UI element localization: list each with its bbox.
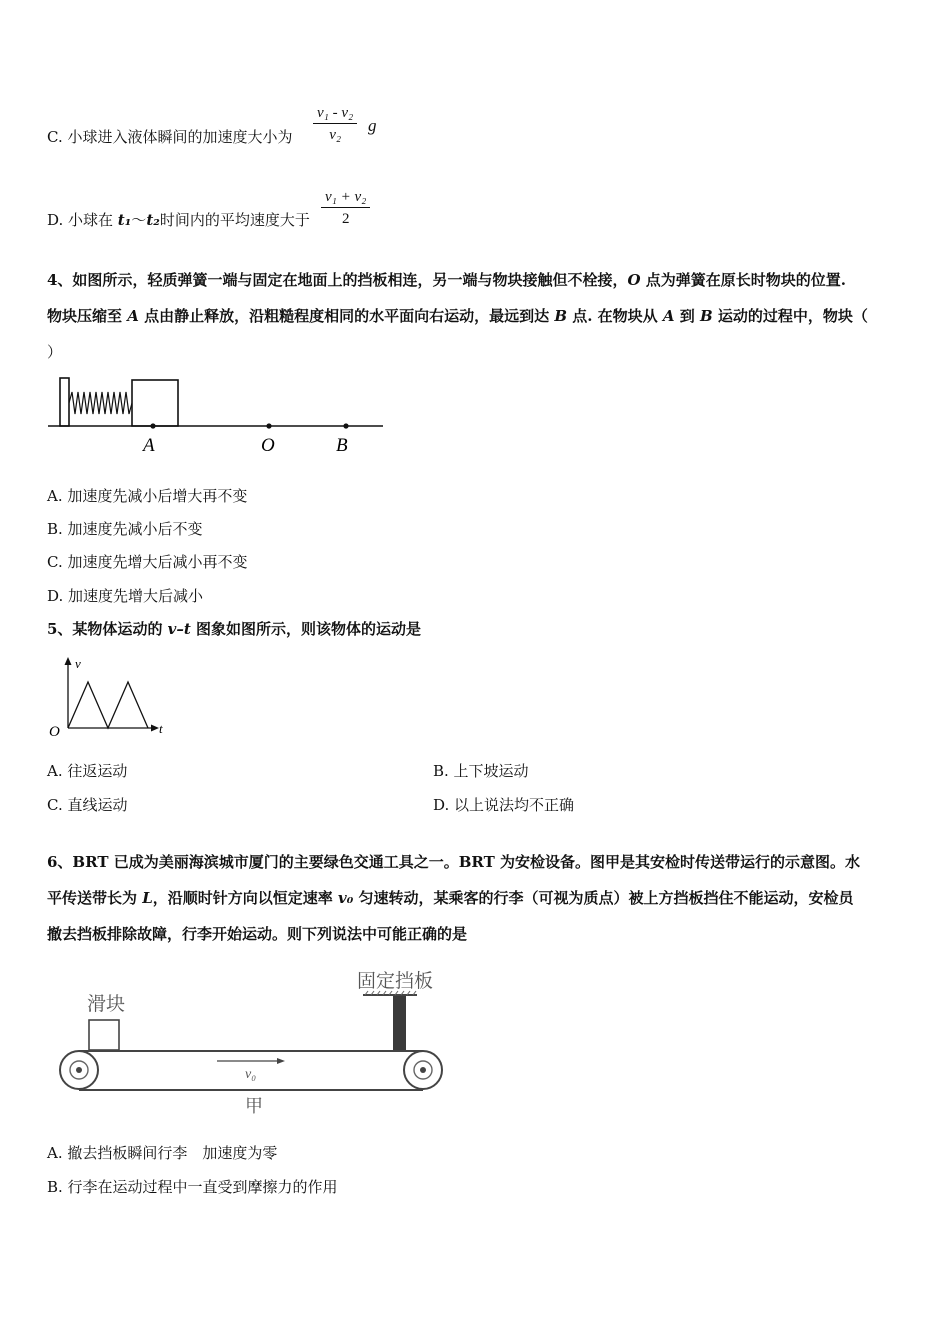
q5-vt-graph: [45, 654, 170, 739]
fixed-baffle-plate: [393, 996, 406, 1050]
q3-option-c-fraction: [313, 103, 357, 146]
q4-option-c[interactable]: C. 加速度先增大后减小再不变: [47, 553, 248, 571]
q5-option-d[interactable]: D. 以上说法均不正确: [433, 796, 575, 814]
point-b: [343, 423, 348, 428]
q4-spring-figure: [45, 372, 390, 460]
q3-option-c-g: g: [368, 116, 377, 135]
q4-option-b[interactable]: B. 加速度先减小后不变: [47, 520, 203, 538]
axis-label-v: v: [75, 656, 81, 671]
block: [132, 380, 178, 426]
point-a: [150, 423, 155, 428]
label-a: A: [143, 435, 155, 456]
figure-caption: 甲: [245, 1096, 263, 1117]
fraction-numerator: v₁ + v₂: [321, 187, 370, 208]
fixed-baffle: [60, 378, 69, 426]
point-o: [266, 423, 271, 428]
q5-option-b[interactable]: B. 上下坡运动: [433, 762, 529, 780]
t-axis-arrow-icon: [151, 725, 159, 732]
axis-label-t: t: [159, 721, 163, 736]
q5-option-c[interactable]: C. 直线运动: [47, 796, 128, 814]
q3-option-d: D. 小球在 t₁～t₂时间内的平均速度大于: [47, 211, 310, 229]
fraction-denominator: v₂: [329, 127, 342, 143]
q6-option-b[interactable]: B. 行李在运动过程中一直受到摩擦力的作用: [47, 1178, 338, 1196]
fraction-numerator: v₁ - v₂: [313, 103, 357, 124]
label-b: B: [336, 435, 348, 456]
q4-stem: 4、如图所示，轻质弹簧一端与固定在地面上的挡板相连，另一端与物块接触但不栓接，O 点为弹簧在原长时物块的位置. 物块压缩至 A 点由静止释放，沿粗糙程度相同的水平面向右运动，最远到达 B 点. 在物块从 A 到 B 运动的过程中，物块（ ）: [47, 271, 868, 361]
q6-conveyor-figure: [55, 962, 460, 1122]
q3-option-d-fraction: [321, 187, 370, 230]
v-axis-arrow-icon: [65, 657, 72, 665]
q5-stem: 5、某物体运动的 v–t 图象如图所示，则该物体的运动是: [47, 620, 422, 638]
label-o: O: [261, 435, 275, 456]
q4-option-d[interactable]: D. 加速度先增大后减小: [47, 587, 204, 605]
q5-option-a[interactable]: A. 往返运动: [47, 762, 128, 780]
velocity-arrow-head-icon: [277, 1058, 285, 1064]
spring-icon: [69, 392, 132, 414]
slider-block: [89, 1020, 119, 1050]
baffle-label: 固定挡板: [357, 970, 434, 992]
q3-option-c: C. 小球进入液体瞬间的加速度大小为: [47, 128, 293, 146]
fraction-denominator: 2: [341, 211, 350, 227]
q4-option-a[interactable]: A. 加速度先减小后增大再不变: [47, 487, 248, 505]
q6-option-a[interactable]: A. 撤去挡板瞬间行李 加速度为零: [47, 1144, 278, 1162]
slider-label: 滑块: [87, 993, 126, 1015]
origin-label: O: [49, 724, 60, 739]
v0-label: v₀: [245, 1067, 257, 1082]
q6-stem: 6、BRT 已成为美丽海滨城市厦门的主要绿色交通工具之一。BRT 为安检设备。图甲是其安检时传送带运行的示意图。水 平传送带长为 L，沿顺时针方向以恒定速率 v₀ 匀速转动，某乘客的行李（可视为质点）被上方挡板挡住不能运动，安检员 撤去挡板排除故障，行李开始运动。则下列说法中可能正确的是: [47, 853, 860, 943]
vt-curve: [68, 682, 148, 728]
